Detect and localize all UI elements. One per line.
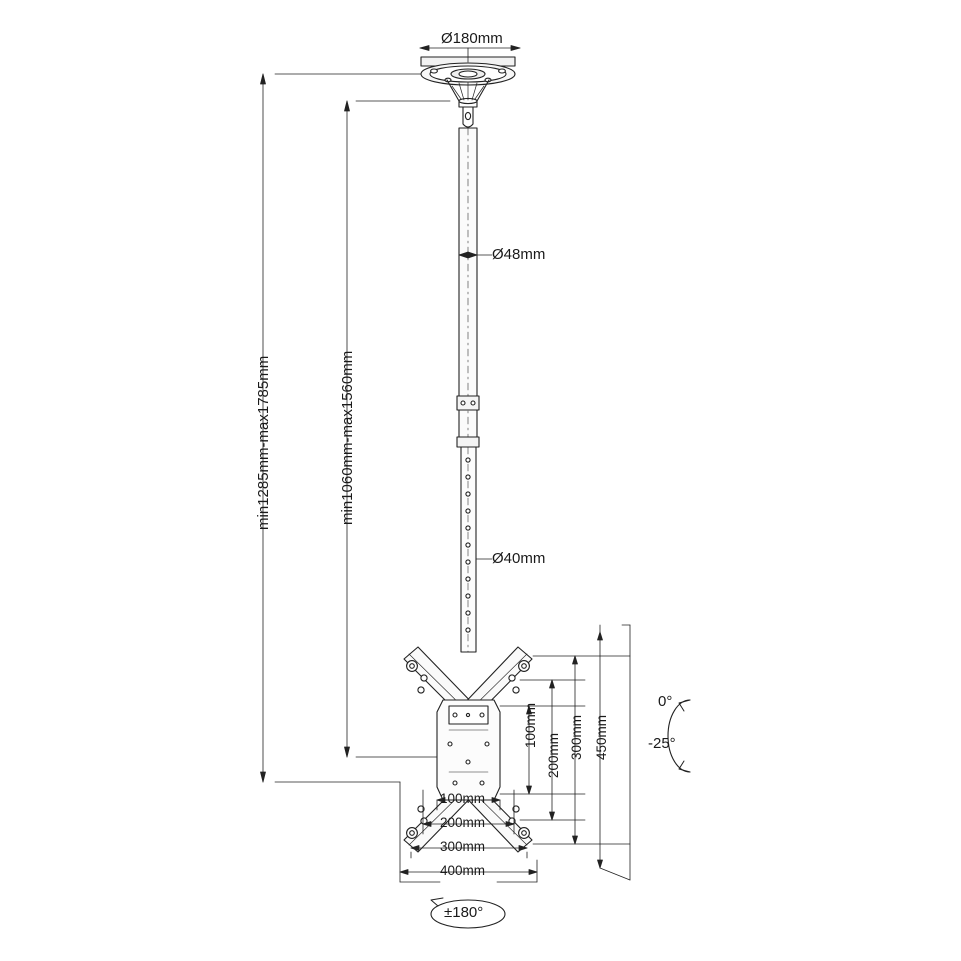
label-lower-tube-diameter: Ø40mm <box>492 550 546 567</box>
label-vesa-horizontal-200: 200mm <box>440 815 486 830</box>
label-rotation: ±180° <box>444 904 484 921</box>
label-tilt-bottom: -25° <box>648 735 676 752</box>
label-tilt-top: 0° <box>658 693 673 710</box>
ceiling-plate <box>421 57 515 127</box>
label-vesa-horizontal-400: 400mm <box>440 863 486 878</box>
upper-tube <box>457 128 479 447</box>
label-total-height-range: min1285mm-max1785mm <box>255 355 272 530</box>
lower-tube <box>461 447 476 652</box>
label-vesa-vertical-300: 300mm <box>569 714 584 760</box>
label-vesa-vertical-100: 100mm <box>523 702 538 748</box>
label-vesa-vertical-450: 450mm <box>594 714 609 760</box>
label-vesa-horizontal-300: 300mm <box>440 839 486 854</box>
label-inner-height-range: min1060mm-max1560mm <box>339 350 356 525</box>
label-upper-tube-diameter: Ø48mm <box>492 246 546 263</box>
label-ceiling-plate-diameter: Ø180mm <box>441 30 503 47</box>
label-vesa-vertical-200: 200mm <box>546 732 561 778</box>
label-vesa-horizontal-100: 100mm <box>440 791 486 806</box>
